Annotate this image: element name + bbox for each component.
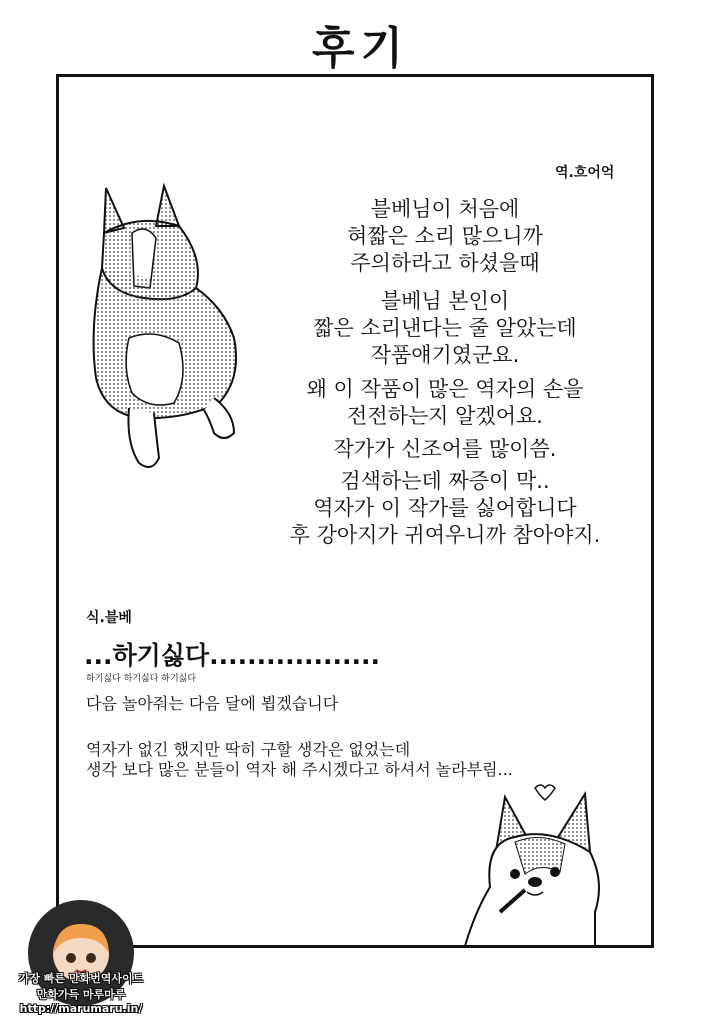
note-line: 왜 이 작품이 많은 역자의 손을 xyxy=(306,377,584,401)
typesetter-small-line: 하기싫다 하기싫다 하기싫다 xyxy=(86,674,197,684)
typesetter-line-2: 역자가 없긴 했지만 딱히 구할 생각은 없었는데 xyxy=(86,740,411,759)
note-line: 짧은 소리낸다는 줄 알았는데 xyxy=(313,316,577,340)
translator-note-paragraph-4 xyxy=(240,436,650,463)
typesetter-line-3: 생각 보다 많은 분들이 역자 해 주시겠다고 하셔서 놀라부림... xyxy=(86,760,513,779)
watermark-link[interactable]: http://marumaru.in/ xyxy=(19,1002,143,1015)
note-line: 작품얘기였군요. xyxy=(370,343,520,367)
typesetter-big-line: ...하기싫다.................. xyxy=(84,641,381,670)
translator-note-paragraph-1 xyxy=(240,196,650,277)
site-watermark xyxy=(6,900,156,1018)
corgi-face-illustration xyxy=(455,782,650,946)
translator-credit: 역.흐어억 xyxy=(555,165,615,181)
note-line: 작가가 신조어를 많이씀. xyxy=(333,437,557,461)
translator-note-paragraph-3 xyxy=(240,376,650,430)
note-line: 검색하는데 짜증이 막.. xyxy=(340,469,550,493)
translator-note-paragraph-2 xyxy=(240,288,650,369)
corgi-back-illustration xyxy=(84,178,254,478)
watermark-line-1: 가장 빠른 만화번역사이트 xyxy=(18,972,144,985)
note-line: 혀짧은 소리 많으니까 xyxy=(347,224,543,248)
typesetter-credit: 식.블베 xyxy=(86,610,132,626)
note-line: 후 강아지가 귀여우니까 참아야지. xyxy=(289,523,601,547)
page-title: 후기 xyxy=(311,23,409,74)
watermark-line-2: 만화가득 마루마루 xyxy=(36,988,126,1001)
note-line: 주의하라고 하셨을때 xyxy=(350,251,540,275)
typesetter-line-1: 다음 놀아줘는 다음 달에 뵙겠습니다 xyxy=(86,694,339,713)
translator-note-paragraph-5 xyxy=(240,468,650,549)
note-line: 역자가 이 작가를 싫어합니다 xyxy=(313,496,577,520)
note-line: 전전하는지 알겠어요. xyxy=(347,404,543,428)
note-line: 블베님 본인이 xyxy=(380,289,510,313)
note-line: 블베님이 처음에 xyxy=(370,197,520,221)
